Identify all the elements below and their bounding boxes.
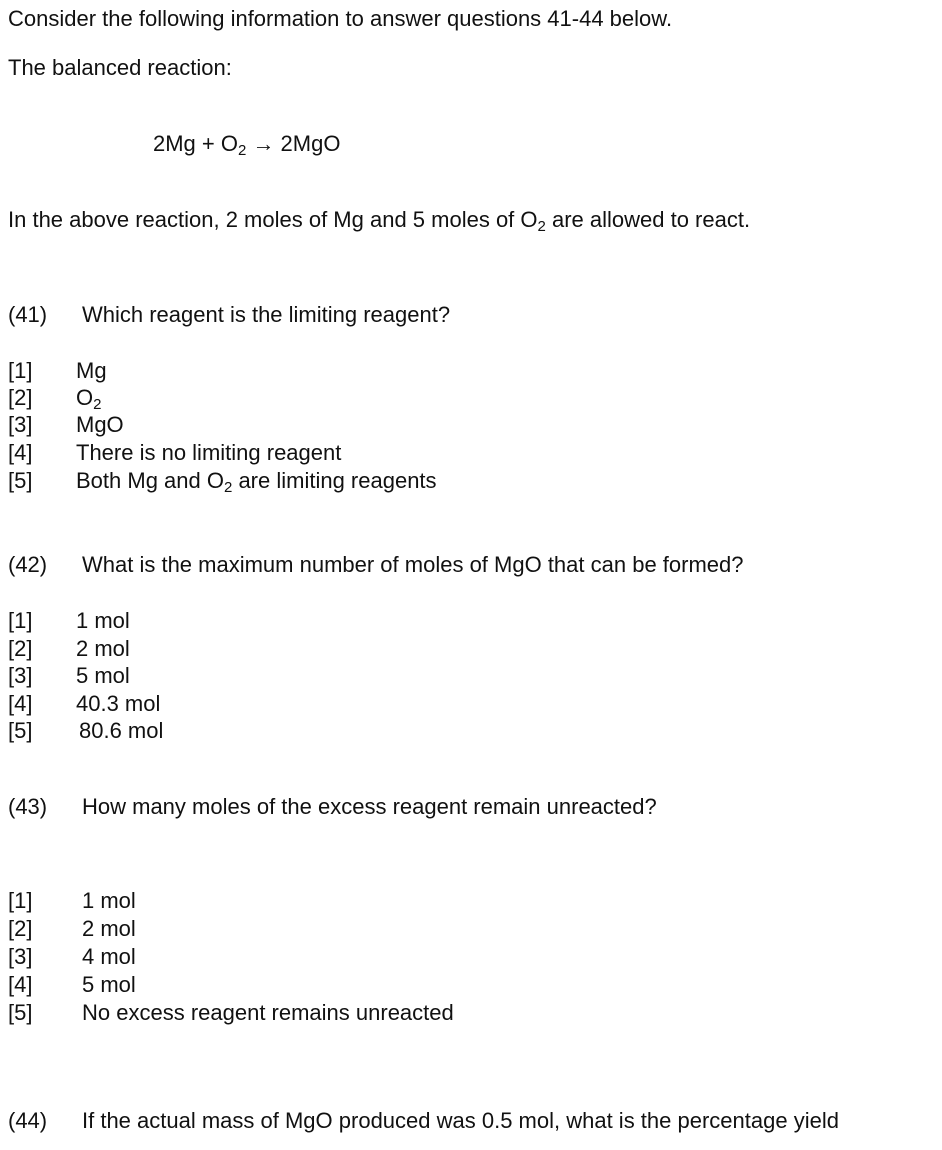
option-text-main: Both Mg and O (76, 468, 224, 493)
scenario-subscript: 2 (537, 218, 546, 235)
option-text: 1 mol (76, 608, 130, 633)
option-text: 1 mol (82, 888, 136, 913)
option-text: 80.6 mol (79, 718, 164, 743)
option-label: [3] (8, 663, 33, 688)
reaction-label: The balanced reaction: (8, 55, 232, 80)
question-text: How many moles of the excess reagent remain unreacted? (82, 794, 657, 819)
question-text: What is the maximum number of moles of MgO that can be formed? (82, 552, 744, 577)
option-label: [4] (8, 691, 33, 716)
option-text (76, 468, 437, 497)
question-text: If the actual mass of MgO produced was 0.5 mol, what is the percentage yield (82, 1108, 839, 1133)
option-label: [4] (8, 440, 33, 465)
option-text-after: are limiting reagents (232, 468, 437, 493)
equation-o2-subscript: 2 (237, 142, 247, 159)
option-text: MgO (76, 412, 124, 437)
option-label: [5] (8, 1000, 33, 1025)
scenario-part1: In the above reaction, 2 moles of Mg and 5 moles of O (8, 207, 538, 232)
option-label: [1] (8, 358, 33, 383)
option-label: [5] (8, 468, 33, 493)
option-text: There is no limiting reagent (76, 440, 342, 465)
option-text-main: O (76, 385, 94, 410)
option-text: 5 mol (82, 972, 136, 997)
option-subscript: 2 (223, 479, 233, 496)
option-text: 2 mol (76, 636, 130, 661)
balanced-equation (153, 131, 340, 160)
option-label: [2] (8, 636, 33, 661)
option-text: 2 mol (82, 916, 136, 941)
question-number: (44) (8, 1108, 48, 1133)
question-text: Which reagent is the limiting reagent? (82, 302, 451, 327)
option-text: 40.3 mol (76, 691, 161, 716)
equation-reactants: 2Mg + O (153, 131, 238, 156)
option-subscript: 2 (93, 396, 102, 413)
option-label: [1] (8, 888, 33, 913)
option-label: [1] (8, 608, 33, 633)
scenario-part2: are allowed to react. (545, 207, 751, 232)
question-number: (41) (8, 302, 48, 327)
option-label: [3] (8, 944, 33, 969)
intro-text: Consider the following information to answer questions 41-44 below. (8, 6, 673, 31)
option-label: [2] (8, 385, 33, 410)
option-text: 4 mol (82, 944, 136, 969)
option-label: [4] (8, 972, 33, 997)
option-text: Mg (76, 358, 107, 383)
option-text (76, 385, 101, 414)
scenario-text (8, 207, 750, 236)
option-label: [2] (8, 916, 33, 941)
question-number: (43) (8, 794, 48, 819)
option-text: No excess reagent remains unreacted (82, 1000, 454, 1025)
question-number: (42) (8, 552, 48, 577)
option-text: 5 mol (76, 663, 130, 688)
option-label: [3] (8, 412, 33, 437)
option-label: [5] (8, 718, 33, 743)
equation-products: → 2MgO (246, 131, 341, 156)
